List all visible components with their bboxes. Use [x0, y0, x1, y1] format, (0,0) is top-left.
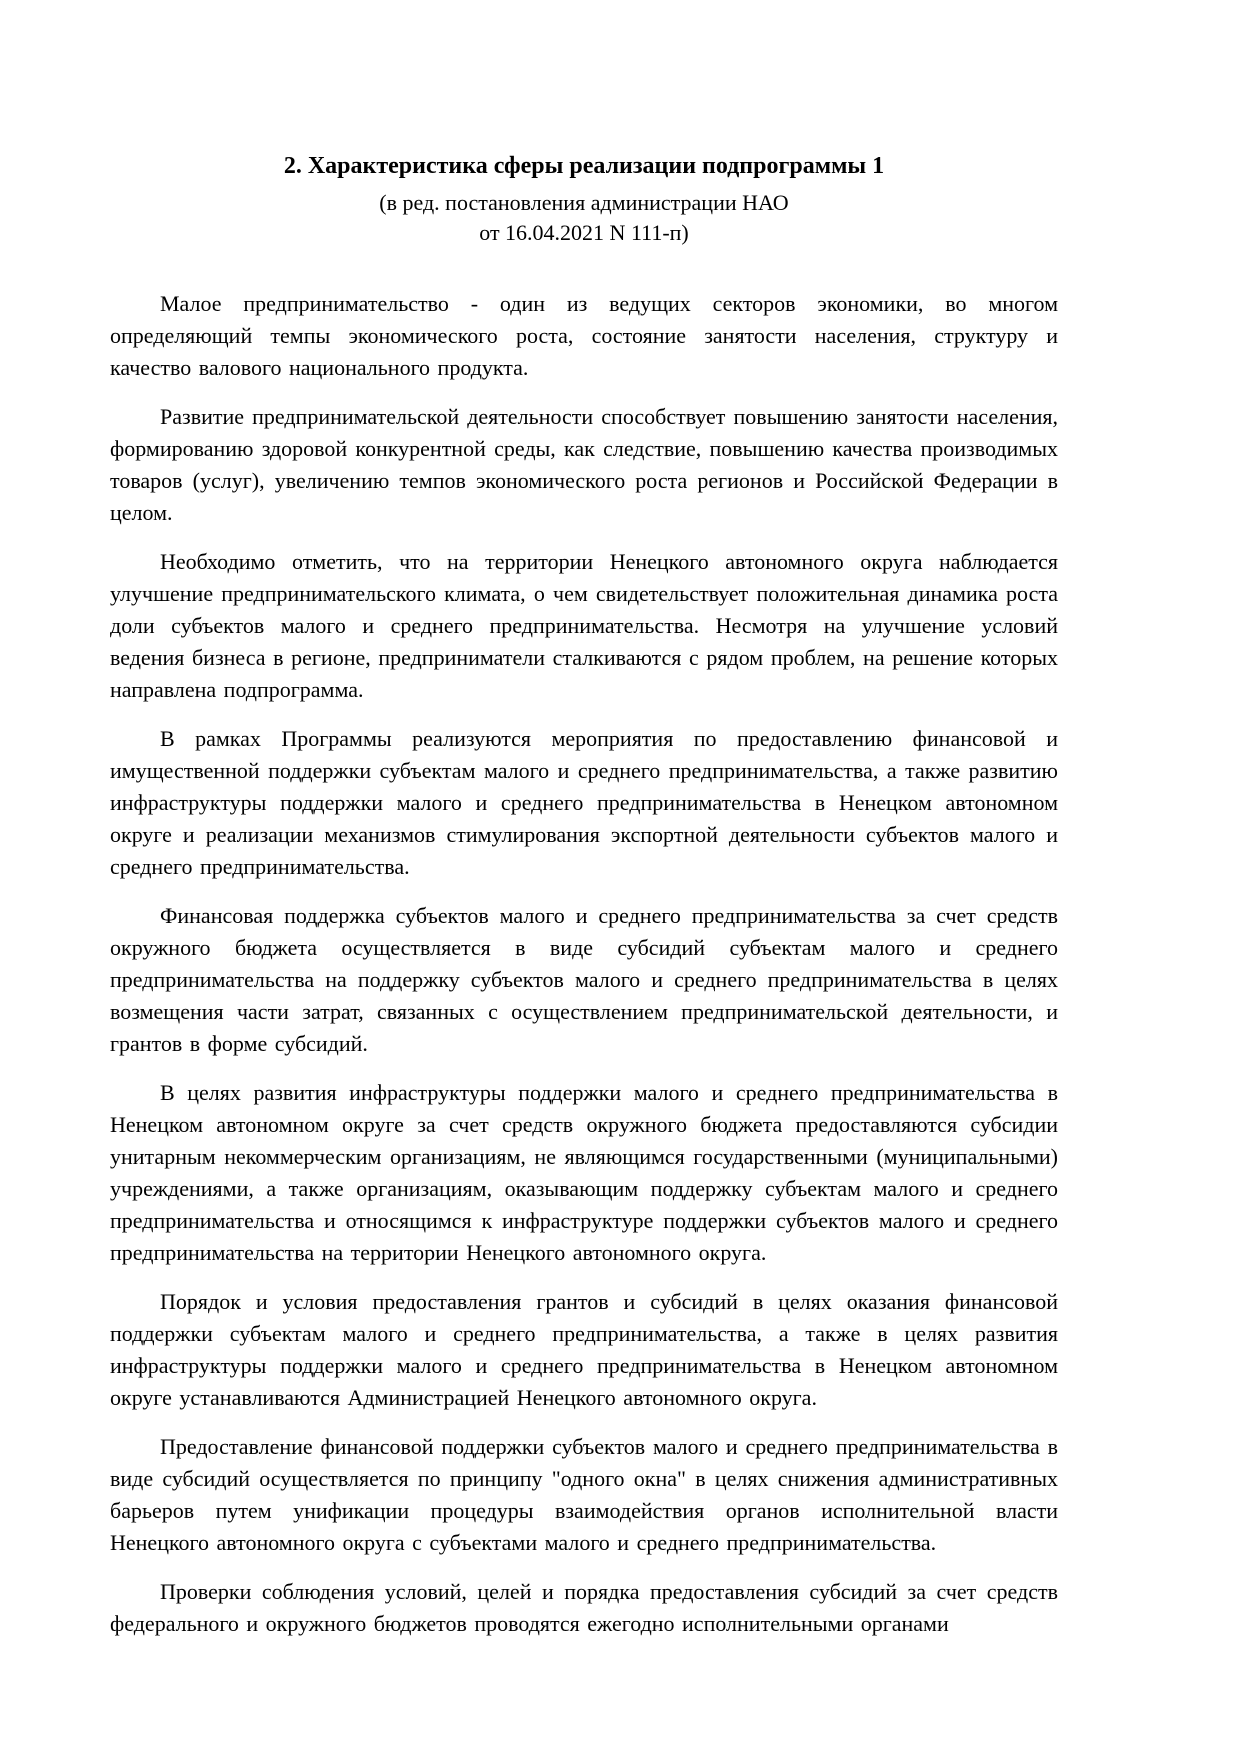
paragraph: Проверки соблюдения условий, целей и порядка предоставления субсидий за счет средств федерального и окружного бюджетов проводятся ежегодно исполнительными органами	[110, 1579, 1058, 1636]
document-heading	[110, 150, 1058, 248]
paragraph: Малое предпринимательство - один из ведущих секторов экономики, во многом определяющий темпы экономического роста, состояние занятости населения, структуру и качество валового национального продукта.	[110, 291, 1058, 380]
document-title: 2. Характеристика сферы реализации подпрограммы 1	[283, 153, 885, 179]
paragraph: Порядок и условия предоставления грантов и субсидий в целях оказания финансовой поддержки субъектам малого и среднего предпринимательства, а также в целях развития инфраструктуры поддержки малого и среднего предпринимательства в Ненецком автономном округе устанавливаются Администрацией Ненецкого автономного округа.	[110, 1289, 1058, 1410]
paragraph: В целях развития инфраструктуры поддержки малого и среднего предпринимательства в Ненецком автономном округе за счет средств окружного бюджета предоставляются субсидии унитарным некоммерческим организациям, не являющимся государственными (муниципальными) учреждениями, а также организациям, оказывающим поддержку субъектам малого и среднего предпринимательства и относящимся к инфраструктуре поддержки субъектов малого и среднего предпринимательства на территории Ненецкого автономного округа.	[110, 1080, 1058, 1265]
paragraph: В рамках Программы реализуются мероприятия по предоставлению финансовой и имущественной поддержки субъектам малого и среднего предпринимательства, а также развитию инфраструктуры поддержки малого и среднего предпринимательства в Ненецком автономном округе и реализации механизмов стимулирования экспортной деятельности субъектов малого и среднего предпринимательства.	[110, 726, 1058, 879]
document-subtitle-line-1: (в ред. постановления администрации НАО	[379, 190, 789, 215]
document-subtitle-line-2: от 16.04.2021 N 111-п)	[479, 220, 689, 245]
paragraph: Развитие предпринимательской деятельности способствует повышению занятости населения, формированию здоровой конкурентной среды, как следствие, повышению качества производимых товаров (услуг), увеличению темпов экономического роста регионов и Российской Федерации в целом.	[110, 404, 1058, 525]
paragraph: Предоставление финансовой поддержки субъектов малого и среднего предпринимательства в виде субсидий осуществляется по принципу "одного окна" в целях снижения административных барьеров путем унификации процедуры взаимодействия органов исполнительной власти Ненецкого автономного округа с субъектами малого и среднего предпринимательства.	[110, 1434, 1058, 1555]
paragraph: Финансовая поддержка субъектов малого и среднего предпринимательства за счет средств окружного бюджета осуществляется в виде субсидий субъектам малого и среднего предпринимательства на поддержку субъектов малого и среднего предпринимательства в целях возмещения части затрат, связанных с осуществлением предпринимательской деятельности, и грантов в форме субсидий.	[110, 903, 1058, 1056]
document-body	[110, 288, 1058, 1640]
paragraph: Необходимо отметить, что на территории Ненецкого автономного округа наблюдается улучшение предпринимательского климата, о чем свидетельствует положительная динамика роста доли субъектов малого и среднего предпринимательства. Несмотря на улучшение условий ведения бизнеса в регионе, предприниматели сталкиваются с рядом проблем, на решение которых направлена подпрограмма.	[110, 549, 1058, 702]
